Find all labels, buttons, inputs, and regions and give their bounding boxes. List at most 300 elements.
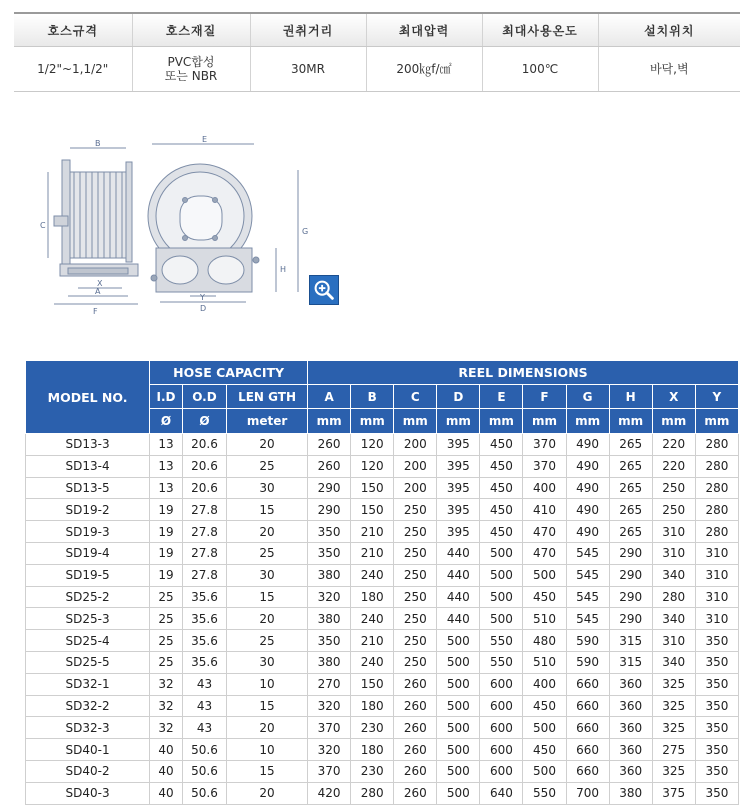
dim-label-b: B <box>95 139 101 148</box>
header-dim-h: H <box>609 385 652 409</box>
table-cell: 340 <box>652 564 695 586</box>
table-cell: 660 <box>566 760 609 782</box>
spec-max-temperature: 100℃ <box>482 47 598 92</box>
table-cell: 450 <box>480 434 523 456</box>
table-cell: 450 <box>480 521 523 543</box>
unit-dim-c: mm <box>394 409 437 434</box>
header-dim-g: G <box>566 385 609 409</box>
table-cell: 360 <box>609 673 652 695</box>
table-cell: 545 <box>566 564 609 586</box>
table-row <box>26 673 739 695</box>
unit-id: Ø <box>150 409 183 434</box>
header-dim-x: X <box>652 385 695 409</box>
header-dim-d: D <box>437 385 480 409</box>
spec-header-winding-length: 권취거리 <box>250 13 366 47</box>
side-view-frame <box>62 160 70 264</box>
table-cell: 550 <box>480 651 523 673</box>
table-cell: 265 <box>609 499 652 521</box>
table-cell: 380 <box>609 782 652 804</box>
table-cell: 360 <box>609 739 652 761</box>
table-cell: 480 <box>523 630 566 652</box>
table-cell: 290 <box>609 586 652 608</box>
table-cell: 265 <box>609 477 652 499</box>
table-cell: 450 <box>480 499 523 521</box>
model-number-cell: SD25-5 <box>26 651 150 673</box>
table-cell: 290 <box>609 564 652 586</box>
model-number-cell: SD32-1 <box>26 673 150 695</box>
table-cell: 25 <box>150 630 183 652</box>
dim-label-g: G <box>302 227 309 236</box>
table-cell: 200 <box>394 477 437 499</box>
table-cell: 600 <box>480 717 523 739</box>
table-cell: 450 <box>480 455 523 477</box>
table-cell: 260 <box>394 760 437 782</box>
table-cell: 660 <box>566 739 609 761</box>
table-cell: 240 <box>351 608 394 630</box>
table-cell: 410 <box>523 499 566 521</box>
table-cell: 13 <box>150 455 183 477</box>
table-cell: 250 <box>394 564 437 586</box>
table-cell: 310 <box>695 608 738 630</box>
table-cell: 500 <box>437 717 480 739</box>
table-cell: 470 <box>523 521 566 543</box>
table-cell: 250 <box>652 499 695 521</box>
table-cell: 600 <box>480 760 523 782</box>
table-cell: 340 <box>652 608 695 630</box>
unit-dim-x: mm <box>652 409 695 434</box>
table-cell: 510 <box>523 651 566 673</box>
model-number-cell: SD19-5 <box>26 564 150 586</box>
table-cell: 350 <box>695 695 738 717</box>
table-cell: 350 <box>308 542 351 564</box>
table-row <box>26 739 739 761</box>
table-row <box>26 695 739 717</box>
table-cell: 40 <box>150 760 183 782</box>
dim-label-c: C <box>40 221 46 230</box>
dim-label-x: X <box>97 279 103 288</box>
header-dim-b: B <box>351 385 394 409</box>
table-cell: 500 <box>480 542 523 564</box>
table-cell: 590 <box>566 651 609 673</box>
table-cell: 490 <box>566 455 609 477</box>
table-row <box>26 499 739 521</box>
table-cell: 290 <box>609 608 652 630</box>
table-cell: 500 <box>437 630 480 652</box>
unit-dim-e: mm <box>480 409 523 434</box>
table-cell: 310 <box>695 564 738 586</box>
table-cell: 35.6 <box>182 608 226 630</box>
table-cell: 25 <box>227 542 308 564</box>
table-cell: 325 <box>652 673 695 695</box>
table-row <box>26 630 739 652</box>
table-cell: 660 <box>566 673 609 695</box>
table-cell: 315 <box>609 630 652 652</box>
table-cell: 350 <box>695 651 738 673</box>
table-cell: 25 <box>150 651 183 673</box>
table-cell: 27.8 <box>182 521 226 543</box>
table-cell: 660 <box>566 717 609 739</box>
table-cell: 660 <box>566 695 609 717</box>
table-cell: 320 <box>308 695 351 717</box>
table-cell: 500 <box>437 760 480 782</box>
table-cell: 265 <box>609 455 652 477</box>
unit-dim-g: mm <box>566 409 609 434</box>
table-cell: 440 <box>437 586 480 608</box>
table-cell: 640 <box>480 782 523 804</box>
table-cell: 30 <box>227 477 308 499</box>
table-cell: 400 <box>523 673 566 695</box>
table-cell: 380 <box>308 608 351 630</box>
hose-reel-dimension-drawing <box>40 130 330 320</box>
table-cell: 280 <box>351 782 394 804</box>
table-cell: 220 <box>652 434 695 456</box>
table-cell: 250 <box>394 630 437 652</box>
header-dim-y: Y <box>695 385 738 409</box>
table-cell: 43 <box>182 695 226 717</box>
table-cell: 280 <box>695 477 738 499</box>
dim-label-h: H <box>280 265 287 274</box>
table-cell: 250 <box>652 477 695 499</box>
table-row <box>26 608 739 630</box>
table-cell: 32 <box>150 717 183 739</box>
table-cell: 310 <box>652 630 695 652</box>
model-table-body <box>26 434 739 805</box>
table-cell: 260 <box>394 717 437 739</box>
table-cell: 440 <box>437 564 480 586</box>
spec-header-row <box>14 13 740 47</box>
table-cell: 180 <box>351 739 394 761</box>
table-row <box>26 521 739 543</box>
table-cell: 350 <box>695 630 738 652</box>
dim-label-y: Y <box>200 293 205 302</box>
table-cell: 510 <box>523 608 566 630</box>
table-cell: 20.6 <box>182 477 226 499</box>
table-cell: 240 <box>351 564 394 586</box>
table-cell: 50.6 <box>182 760 226 782</box>
table-cell: 310 <box>695 542 738 564</box>
header-row-groups <box>26 361 739 385</box>
table-cell: 350 <box>695 739 738 761</box>
table-cell: 500 <box>480 608 523 630</box>
table-cell: 450 <box>480 477 523 499</box>
table-cell: 25 <box>227 455 308 477</box>
table-cell: 10 <box>227 673 308 695</box>
table-cell: 545 <box>566 542 609 564</box>
table-cell: 440 <box>437 542 480 564</box>
table-cell: 20 <box>227 717 308 739</box>
spec-header-max-temperature: 최대사용온도 <box>482 13 598 47</box>
table-cell: 19 <box>150 564 183 586</box>
table-row <box>26 782 739 804</box>
table-cell: 550 <box>480 630 523 652</box>
unit-dim-d: mm <box>437 409 480 434</box>
table-cell: 340 <box>652 651 695 673</box>
table-cell: 150 <box>351 477 394 499</box>
model-number-cell: SD40-3 <box>26 782 150 804</box>
unit-dim-a: mm <box>308 409 351 434</box>
spec-table <box>14 12 740 92</box>
table-cell: 360 <box>609 695 652 717</box>
table-cell: 120 <box>351 455 394 477</box>
header-id: I.D <box>150 385 183 409</box>
table-cell: 310 <box>652 521 695 543</box>
model-number-cell: SD13-4 <box>26 455 150 477</box>
table-cell: 470 <box>523 542 566 564</box>
table-row <box>26 542 739 564</box>
table-cell: 290 <box>308 477 351 499</box>
table-cell: 500 <box>480 586 523 608</box>
table-row <box>26 586 739 608</box>
zoom-in-button[interactable] <box>309 275 339 305</box>
table-row <box>26 434 739 456</box>
table-cell: 350 <box>695 717 738 739</box>
model-number-cell: SD32-3 <box>26 717 150 739</box>
spec-header-hose-material: 호스재질 <box>132 13 250 47</box>
table-cell: 350 <box>308 630 351 652</box>
model-number-cell: SD25-2 <box>26 586 150 608</box>
spec-header-max-pressure: 최대압력 <box>366 13 482 47</box>
model-number-cell: SD25-4 <box>26 630 150 652</box>
header-model-no: MODEL NO. <box>26 361 150 434</box>
table-cell: 250 <box>394 608 437 630</box>
table-cell: 19 <box>150 499 183 521</box>
table-cell: 500 <box>523 717 566 739</box>
table-cell: 260 <box>394 739 437 761</box>
table-cell: 395 <box>437 477 480 499</box>
table-cell: 500 <box>437 739 480 761</box>
table-cell: 13 <box>150 477 183 499</box>
table-cell: 210 <box>351 542 394 564</box>
header-reel-dimensions: REEL DIMENSIONS <box>308 361 739 385</box>
table-cell: 27.8 <box>182 499 226 521</box>
table-cell: 500 <box>437 673 480 695</box>
table-cell: 550 <box>523 782 566 804</box>
model-number-cell: SD19-3 <box>26 521 150 543</box>
header-dim-e: E <box>480 385 523 409</box>
table-cell: 450 <box>523 586 566 608</box>
table-cell: 200 <box>394 455 437 477</box>
model-number-cell: SD13-3 <box>26 434 150 456</box>
table-cell: 395 <box>437 455 480 477</box>
table-cell: 395 <box>437 434 480 456</box>
spec-install-location: 바닥,벽 <box>598 47 740 92</box>
model-number-cell: SD40-1 <box>26 739 150 761</box>
table-cell: 360 <box>609 717 652 739</box>
table-cell: 40 <box>150 739 183 761</box>
table-cell: 275 <box>652 739 695 761</box>
table-cell: 20.6 <box>182 434 226 456</box>
table-cell: 350 <box>695 760 738 782</box>
table-cell: 260 <box>308 455 351 477</box>
unit-length: meter <box>227 409 308 434</box>
table-cell: 50.6 <box>182 782 226 804</box>
table-cell: 15 <box>227 586 308 608</box>
table-cell: 280 <box>695 499 738 521</box>
table-cell: 43 <box>182 717 226 739</box>
model-number-cell: SD25-3 <box>26 608 150 630</box>
table-cell: 370 <box>523 434 566 456</box>
table-row <box>26 564 739 586</box>
table-cell: 20.6 <box>182 455 226 477</box>
spec-hose-size: 1/2"~1,1/2" <box>14 47 132 92</box>
table-row <box>26 760 739 782</box>
table-cell: 370 <box>523 455 566 477</box>
spec-header-install-location: 설치위치 <box>598 13 740 47</box>
model-dimension-table <box>25 360 739 805</box>
header-dim-a: A <box>308 385 351 409</box>
table-cell: 30 <box>227 564 308 586</box>
table-cell: 20 <box>227 521 308 543</box>
table-cell: 240 <box>351 651 394 673</box>
model-number-cell: SD19-4 <box>26 542 150 564</box>
table-cell: 290 <box>308 499 351 521</box>
table-cell: 120 <box>351 434 394 456</box>
table-cell: 370 <box>308 760 351 782</box>
table-cell: 20 <box>227 608 308 630</box>
table-cell: 320 <box>308 586 351 608</box>
table-cell: 380 <box>308 564 351 586</box>
table-cell: 545 <box>566 608 609 630</box>
table-cell: 40 <box>150 782 183 804</box>
table-cell: 150 <box>351 673 394 695</box>
table-cell: 30 <box>227 651 308 673</box>
table-cell: 150 <box>351 499 394 521</box>
table-cell: 280 <box>695 521 738 543</box>
table-cell: 250 <box>394 542 437 564</box>
table-cell: 325 <box>652 695 695 717</box>
table-cell: 375 <box>652 782 695 804</box>
table-cell: 490 <box>566 521 609 543</box>
table-cell: 420 <box>308 782 351 804</box>
table-cell: 20 <box>227 782 308 804</box>
table-cell: 500 <box>480 564 523 586</box>
table-cell: 590 <box>566 630 609 652</box>
spec-winding-length: 30MR <box>250 47 366 92</box>
table-cell: 43 <box>182 673 226 695</box>
table-cell: 25 <box>150 608 183 630</box>
unit-dim-f: mm <box>523 409 566 434</box>
header-od: O.D <box>182 385 226 409</box>
table-cell: 310 <box>652 542 695 564</box>
table-cell: 200 <box>394 434 437 456</box>
table-row <box>26 477 739 499</box>
dim-label-a: A <box>95 287 101 296</box>
table-cell: 230 <box>351 717 394 739</box>
table-cell: 260 <box>394 695 437 717</box>
table-cell: 545 <box>566 586 609 608</box>
table-cell: 265 <box>609 434 652 456</box>
table-cell: 490 <box>566 477 609 499</box>
table-cell: 15 <box>227 695 308 717</box>
table-cell: 370 <box>308 717 351 739</box>
table-cell: 500 <box>523 760 566 782</box>
table-cell: 450 <box>523 695 566 717</box>
table-cell: 350 <box>695 673 738 695</box>
table-cell: 25 <box>150 586 183 608</box>
table-cell: 230 <box>351 760 394 782</box>
table-row <box>26 651 739 673</box>
table-cell: 19 <box>150 521 183 543</box>
unit-od: Ø <box>182 409 226 434</box>
unit-dim-b: mm <box>351 409 394 434</box>
dim-label-f: F <box>93 307 98 316</box>
table-cell: 320 <box>308 739 351 761</box>
table-row <box>26 717 739 739</box>
table-cell: 13 <box>150 434 183 456</box>
table-cell: 27.8 <box>182 564 226 586</box>
table-cell: 395 <box>437 521 480 543</box>
model-number-cell: SD13-5 <box>26 477 150 499</box>
table-cell: 32 <box>150 673 183 695</box>
header-dim-f: F <box>523 385 566 409</box>
table-cell: 27.8 <box>182 542 226 564</box>
header-length: LEN GTH <box>227 385 308 409</box>
table-row <box>26 455 739 477</box>
table-cell: 250 <box>394 499 437 521</box>
table-cell: 270 <box>308 673 351 695</box>
table-cell: 35.6 <box>182 630 226 652</box>
table-cell: 290 <box>609 542 652 564</box>
table-cell: 265 <box>609 521 652 543</box>
table-cell: 25 <box>227 630 308 652</box>
table-cell: 500 <box>437 651 480 673</box>
table-cell: 280 <box>695 434 738 456</box>
table-cell: 180 <box>351 586 394 608</box>
table-cell: 260 <box>394 782 437 804</box>
table-cell: 250 <box>394 521 437 543</box>
dim-label-e: E <box>202 135 208 144</box>
table-cell: 600 <box>480 695 523 717</box>
table-cell: 400 <box>523 477 566 499</box>
table-cell: 260 <box>308 434 351 456</box>
table-cell: 350 <box>695 782 738 804</box>
table-cell: 35.6 <box>182 651 226 673</box>
spec-max-pressure: 200㎏f/㎠ <box>366 47 482 92</box>
table-cell: 325 <box>652 760 695 782</box>
spec-value-row <box>14 47 740 92</box>
table-cell: 220 <box>652 455 695 477</box>
table-cell: 395 <box>437 499 480 521</box>
table-cell: 280 <box>695 455 738 477</box>
table-cell: 19 <box>150 542 183 564</box>
model-number-cell: SD40-2 <box>26 760 150 782</box>
model-number-cell: SD32-2 <box>26 695 150 717</box>
table-cell: 450 <box>523 739 566 761</box>
table-cell: 350 <box>308 521 351 543</box>
table-cell: 15 <box>227 499 308 521</box>
table-cell: 250 <box>394 651 437 673</box>
table-cell: 500 <box>437 782 480 804</box>
table-cell: 32 <box>150 695 183 717</box>
table-cell: 490 <box>566 434 609 456</box>
table-cell: 260 <box>394 673 437 695</box>
table-cell: 180 <box>351 695 394 717</box>
model-number-cell: SD19-2 <box>26 499 150 521</box>
dim-label-d: D <box>200 304 207 313</box>
table-cell: 210 <box>351 630 394 652</box>
unit-dim-h: mm <box>609 409 652 434</box>
table-cell: 600 <box>480 739 523 761</box>
table-cell: 360 <box>609 760 652 782</box>
spec-hose-material: PVC합성또는 NBR <box>132 47 250 92</box>
unit-dim-y: mm <box>695 409 738 434</box>
table-cell: 210 <box>351 521 394 543</box>
table-cell: 15 <box>227 760 308 782</box>
table-cell: 500 <box>523 564 566 586</box>
table-cell: 700 <box>566 782 609 804</box>
table-cell: 250 <box>394 586 437 608</box>
table-cell: 600 <box>480 673 523 695</box>
